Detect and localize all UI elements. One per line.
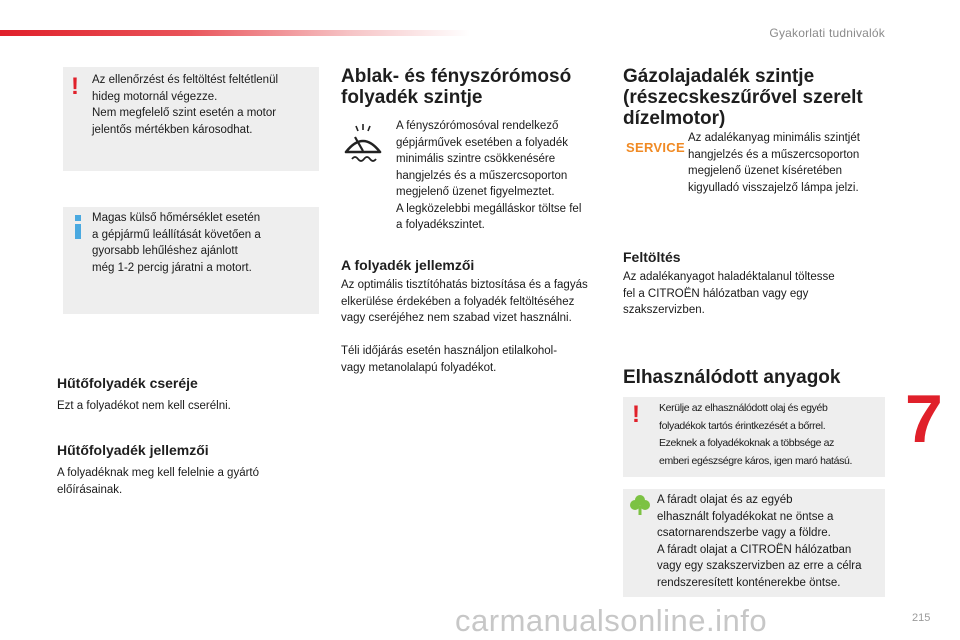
text-line: hangjelzés és a műszercsoporton [396,169,568,182]
text-line: gépjárművek esetében a folyadék [396,136,568,149]
additive-heading [623,66,863,129]
heading-line: folyadék szintje [341,87,483,108]
text-line: elkerülése érdekében a folyadék feltöltéséhez [341,295,575,308]
warning-box [63,67,319,171]
refill-heading: Feltöltés [623,249,681,265]
info-box [63,207,319,314]
fluid-spec-heading: A folyadék jellemzői [341,257,475,273]
text-line: Ezt a folyadékot nem kell cserélni. [57,400,231,412]
text-line: jelentős mértékben károsodhat. [92,123,253,136]
fluid-spec-text [341,277,588,327]
tree-icon [630,494,650,516]
text-line: A fáradt olajat a CITROËN hálózatban [657,543,852,556]
text-line: A fényszórómosóval rendelkező [396,120,559,132]
exclamation-icon: ! [71,73,79,100]
washer-heading [341,66,571,108]
additive-text [688,130,860,196]
text-line: A legközelebbi megálláskor töltse fel [396,202,582,215]
text-line: minimális szintre csökkenésére [396,153,556,165]
text-line: Az adalékanyagot haladéktalanul töltesse [623,271,835,283]
text-line: Ezeknek a folyadékoknak a többsége az [659,437,835,449]
text-line: Nem megfelelő szint esetén a motor [92,107,277,119]
heading-line: Ablak- és fényszórómosó [341,66,572,87]
text-line: hangjelzés és a műszercsoporton [688,148,860,161]
used-materials-warning-box [623,397,885,477]
fluid-winter-text [341,343,557,376]
text-line: A fáradt olajat és az egyéb [657,494,793,506]
text-line: folyadékok tartós érintkezését a bőrrel. [659,419,826,432]
heading-line: Gázolajadalék szintje [623,66,815,87]
used-materials-eco-box [623,489,885,597]
header-accent-bar [0,30,470,36]
text-line: fel a CITROËN hálózatban vagy egy [623,287,809,300]
text-line: Magas külső hőmérséklet esetén [92,212,261,224]
page-number: 215 [912,612,931,624]
coolant-spec-text [57,465,259,498]
text-line: Az optimális tisztítóhatás biztosítása és a fagyás [341,279,588,291]
text-line: vagy egy szakszervizben az erre a célra [657,560,862,572]
text-line: hideg motornál végezze. [92,90,218,103]
text-line: Téli időjárás esetén használjon etilalkohol- [341,345,558,357]
text-line: kigyulladó visszajelző lámpa jelzi. [688,181,859,194]
refill-text [623,269,835,319]
heading-line: dízelmotor) [623,108,726,129]
text-line: elhasznált folyadékokat ne öntse a [657,510,834,523]
chapter-number: 7 [905,381,943,457]
watermark: carmanualsonline.info [455,603,768,638]
text-line: megjelenő üzenet figyelmeztet. [396,186,555,198]
text-line: vagy metanolalapú folyadékot. [341,361,497,374]
text-line: megjelenő üzenet kíséretében [688,165,843,177]
coolant-spec-heading: Hűtőfolyadék jellemzői [57,442,209,458]
text-line: szakszervizben. [623,304,705,316]
coolant-change-heading: Hűtőfolyadék cseréje [57,375,198,391]
exclamation-icon: ! [632,401,640,428]
info-icon [74,215,82,239]
text-line: előírásainak. [57,483,123,496]
text-line: a folyadékszintet. [396,219,485,231]
used-materials-heading: Elhasználódott anyagok [623,367,841,388]
text-line: A folyadéknak meg kell felelnie a gyártó [57,467,260,479]
text-line: rendszeresített konténerekbe öntse. [657,576,841,589]
heading-line: (részecskeszűrővel szerelt [623,87,863,108]
windscreen-washer-icon [342,122,384,164]
text-line: Az ellenőrzést és feltöltést feltétlenül [92,74,279,86]
text-line: vagy cseréjéhez nem szabad vizet használni. [341,312,572,324]
text-line: emberi egészségre káros, igen maró hatású. [659,454,853,467]
text-line: Az adalékanyag minimális szintjét [688,132,860,144]
text-line: Kerülje az elhasználódott olaj és egyéb [659,402,828,414]
service-warning-icon: SERVICE [626,140,685,155]
text-line: gyorsabb lehűléshez ajánlott [92,245,238,257]
washer-text [396,118,581,234]
text-line: még 1-2 percig járatni a motort. [92,261,252,274]
text-line: csatornarendszerbe vagy a földre. [657,527,831,539]
section-title: Gyakorlati tudnivalók [769,26,885,40]
text-line: a gépjármű leállítását követően a [92,228,261,241]
coolant-change-text [57,398,231,415]
